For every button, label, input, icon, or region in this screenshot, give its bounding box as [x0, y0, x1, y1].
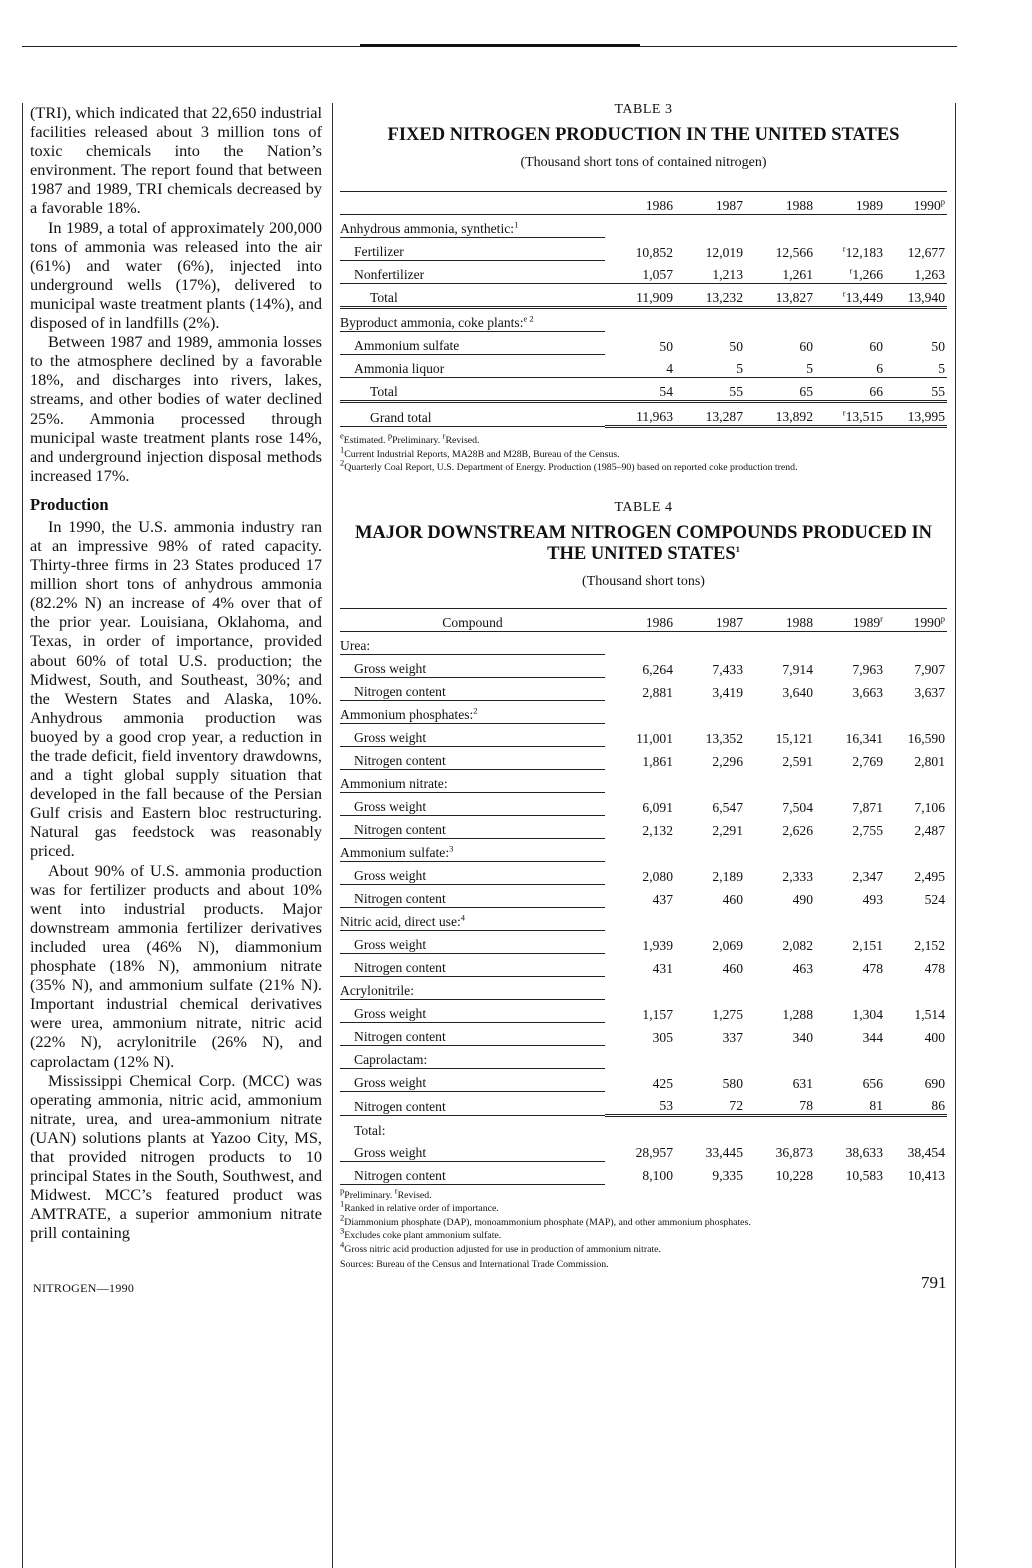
- table-cell: 1,057: [605, 261, 675, 284]
- row-label: Nitrogen content: [340, 885, 605, 908]
- table-header-cell: 1987: [675, 192, 745, 215]
- table-row: [340, 678, 947, 701]
- row-label: Nitrogen content: [340, 1092, 605, 1116]
- table-cell: 50: [729, 338, 743, 354]
- table-cell: 65: [745, 378, 815, 402]
- table-cell: 656: [862, 1075, 883, 1091]
- table-cell: 460: [722, 891, 743, 907]
- table-row: [340, 1115, 947, 1139]
- table-cell: 340: [792, 1029, 813, 1045]
- row-label: Total: [340, 284, 605, 308]
- table-cell: 7,106: [914, 799, 945, 815]
- footnote: $^4$Gross nitric acid production adjusted for use in production of ammonium nitrate.: [340, 1239, 661, 1255]
- table-row: [340, 1161, 947, 1184]
- table-cell: 6: [815, 355, 885, 378]
- table-cell: 431: [652, 960, 673, 976]
- table-cell: 15,121: [775, 730, 813, 746]
- table-cell: 1,157: [642, 1006, 673, 1022]
- table-cell: 11,909: [605, 284, 675, 308]
- table-row: [340, 402, 947, 427]
- table4-footnotes: [340, 1185, 947, 1272]
- table-header-cell: 1989: [815, 192, 885, 215]
- paragraph-fertilizer-share: About 90% of U.S. ammonia production was for fertilizer products and about 10% went into industrial products. Major downstream ammonia fertilizer derivatives included urea (46% N), diammonium phosphate (18% N), ammonium nitrate (35% N), and ammonium sulfate (21% N). Important industrial chemical derivatives were urea, ammonium nitrate, nitric acid (22% N), acrylonitrile (26% N), and caprolactam (12% N).: [30, 860, 322, 1071]
- table-cell: 4: [605, 355, 675, 378]
- middle-column-rule: [332, 103, 333, 1568]
- row-label: Nonfertilizer: [340, 261, 605, 284]
- table-cell: 490: [792, 891, 813, 907]
- table-row: [340, 1023, 947, 1046]
- table-cell: 66: [815, 378, 885, 402]
- table3-title: FIXED NITROGEN PRODUCTION IN THE UNITED STATES: [387, 125, 900, 145]
- table-cell: 580: [722, 1075, 743, 1091]
- table-cell: 7,914: [782, 661, 813, 677]
- table-cell: $^r$1,266: [815, 261, 885, 284]
- table-cell: 9,335: [712, 1168, 743, 1183]
- table-row: [340, 355, 947, 378]
- table-cell: 1,861: [642, 753, 673, 769]
- table-row: [340, 655, 947, 678]
- table-cell: 1,263: [885, 261, 947, 284]
- group-label: Nitric acid, direct use:$^4$: [340, 908, 605, 931]
- footnote: $^1$Current Industrial Reports, MA28B and M28B, Bureau of the Census.: [340, 444, 620, 460]
- table-cell: 54: [605, 378, 675, 402]
- table-cell: 13,827: [745, 284, 815, 308]
- table4-header-row: [340, 609, 947, 632]
- table-cell: 7,433: [712, 661, 743, 677]
- table-cell: 13,232: [675, 284, 745, 308]
- row-label: Nitrogen content: [340, 1023, 605, 1046]
- row-label: Fertilizer: [340, 238, 605, 261]
- table-cell: 2,495: [914, 868, 945, 884]
- table-cell: 2,080: [642, 868, 673, 884]
- table-cell: 2,333: [782, 868, 813, 884]
- table-row: [340, 261, 947, 284]
- table-cell: 478: [924, 960, 945, 976]
- table-row: [340, 931, 947, 954]
- table-row: [340, 747, 947, 770]
- table-row: [340, 1000, 947, 1023]
- running-footer: NITROGEN—1990: [33, 1281, 135, 1295]
- table-cell: 2,069: [712, 937, 743, 953]
- row-label: Ammonia liquor: [340, 355, 605, 378]
- footnote: $^2$Quarterly Coal Report, U.S. Department of Energy. Production (1985–90) based on reported coke production trend.: [340, 457, 798, 473]
- table-cell: 60: [799, 338, 813, 354]
- table-row: [340, 862, 947, 885]
- table-row: [340, 908, 947, 931]
- row-label: Gross weight: [340, 793, 605, 816]
- table-cell: 1,304: [852, 1006, 883, 1022]
- table-cell: 2,082: [782, 937, 813, 953]
- table-row: [340, 885, 947, 908]
- table-cell: 55: [675, 378, 745, 402]
- table-cell: 5: [885, 355, 947, 378]
- table-row: [340, 839, 947, 862]
- footnote-sources: Sources: Bureau of the Census and International Trade Commission.: [340, 1259, 609, 1270]
- table-row: [340, 215, 947, 238]
- footnote: $^p$Preliminary. $^r$Revised.: [340, 1185, 432, 1201]
- table-cell: 2,347: [852, 868, 883, 884]
- table-header-cell: [340, 192, 605, 215]
- table-cell: 2,151: [852, 937, 883, 953]
- row-label: Nitrogen content: [340, 747, 605, 770]
- footnote: $^2$Diammonium phosphate (DAP), monoammonium phosphate (MAP), and other ammonium phosphates.: [340, 1212, 751, 1228]
- table-cell: 28,957: [635, 1145, 673, 1160]
- table-cell: 13,352: [705, 730, 743, 746]
- table4-subtitle: (Thousand short tons): [582, 574, 705, 589]
- table-header-cell: 1987: [675, 609, 745, 632]
- table-cell: 33,445: [705, 1145, 743, 1160]
- row-label: Gross weight: [340, 724, 605, 747]
- table-cell: 6,264: [642, 661, 673, 677]
- table-cell: 11,001: [636, 730, 673, 746]
- paragraph-capacity: In 1990, the U.S. ammonia industry ran at an impressive 98% of rated capacity. Thirty-three firms in 23 States produced 17 million short tons of anhydrous ammonia (82.2% N) an increase of 4% over that of the prior year. Louisiana, Oklahoma, and Texas, in order of importance, provided about 60% of total U.S. production; the Midwest, South, and Southeast, 30%; and the Western States and Alaska, 10%. Anhydrous ammonia production was buoyed by a good crop year, a reduction in the trade deficit, field inventory drawdowns, and a tight global supply situation that developed in the fall because of the Persian Gulf crisis and Eastern bloc restructuring. Natural gas feedstock was reasonably priced.: [30, 516, 322, 861]
- table-header-cell: 1988: [745, 192, 815, 215]
- table-cell: 1,514: [914, 1006, 945, 1022]
- table-cell: 53: [605, 1092, 675, 1116]
- group-label: Urea:: [340, 632, 605, 655]
- table-cell: 3,663: [852, 684, 883, 700]
- table-cell: $^r$12,183: [842, 242, 883, 260]
- left-column-rule: [22, 103, 23, 1568]
- table3-subtitle: (Thousand short tons of contained nitrogen): [520, 155, 767, 170]
- group-label: Byproduct ammonia, coke plants:$^{e 2}$: [340, 308, 605, 332]
- table-header-cell: Compound: [340, 609, 605, 632]
- table-cell: 38,633: [845, 1145, 883, 1160]
- table4-title: MAJOR DOWNSTREAM NITROGEN COMPOUNDS PRODUCED IN THE UNITED STATES$^1$: [354, 523, 933, 564]
- group-label: Acrylonitrile:: [340, 977, 605, 1000]
- table-cell: 2,881: [642, 684, 673, 700]
- table-cell: 337: [722, 1029, 743, 1045]
- table-row: [340, 284, 947, 308]
- table-cell: 2,291: [712, 822, 743, 838]
- table-header-cell: 1990$^p$: [885, 192, 947, 215]
- row-label: Nitrogen content: [340, 816, 605, 839]
- table-row: [340, 701, 947, 724]
- row-label: Gross weight: [340, 931, 605, 954]
- table-cell: 36,873: [775, 1145, 813, 1160]
- table-cell: 1,939: [642, 937, 673, 953]
- group-label: Total:: [354, 1122, 386, 1138]
- table3-header-row: [340, 192, 947, 215]
- table-cell: 10,852: [635, 244, 673, 260]
- row-label: Gross weight: [340, 862, 605, 885]
- group-label: Ammonium nitrate:: [340, 770, 605, 793]
- group-label: Ammonium phosphates:$^2$: [340, 701, 605, 724]
- paragraph-losses: Between 1987 and 1989, ammonia losses to the atmosphere declined by a favorable 18%, and discharges into rivers, lakes, streams, and other bodies of water declined 25%. Ammonia processed through municipal waste treatment plants rose 14%, and underground injection disposal methods increased 17%.: [30, 332, 322, 485]
- table-row: [340, 977, 947, 1000]
- table-row: [340, 238, 947, 261]
- table-cell: 6,547: [712, 799, 743, 815]
- table3-caption: TABLE 3: [614, 102, 673, 117]
- table-cell: 13,940: [885, 284, 947, 308]
- table-row: [340, 770, 947, 793]
- table-header-cell: 1990$^p$: [885, 609, 947, 632]
- table-cell: 2,132: [642, 822, 673, 838]
- table-cell: 7,907: [914, 661, 945, 677]
- table-cell: 8,100: [642, 1168, 673, 1183]
- table-row: [340, 1046, 947, 1069]
- table-cell: 344: [862, 1029, 883, 1045]
- table-cell: 7,963: [852, 661, 883, 677]
- table-cell: 2,189: [712, 868, 743, 884]
- table-cell: 305: [652, 1029, 673, 1045]
- row-label: Gross weight: [340, 655, 605, 678]
- group-label: Anhydrous ammonia, synthetic:$^1$: [340, 215, 605, 238]
- row-label: Gross weight: [340, 1000, 605, 1023]
- group-label: Ammonium sulfate:$^3$: [340, 839, 605, 862]
- table-cell: 86: [885, 1092, 947, 1116]
- row-label: Nitrogen content: [340, 954, 605, 977]
- table-cell: 631: [792, 1075, 813, 1091]
- table-cell: 7,504: [782, 799, 813, 815]
- table-cell: 478: [862, 960, 883, 976]
- table-cell: 1,213: [675, 261, 745, 284]
- table-row: [340, 954, 947, 977]
- table-cell: 16,341: [845, 730, 883, 746]
- table-cell: 2,626: [782, 822, 813, 838]
- table-cell: 38,454: [907, 1145, 945, 1160]
- table-cell: 1,275: [712, 1006, 743, 1022]
- table-cell: 12,566: [775, 244, 813, 260]
- table-cell: 12,019: [705, 244, 743, 260]
- table-cell: 2,487: [914, 822, 945, 838]
- footnote: $^1$Ranked in relative order of importance.: [340, 1198, 499, 1214]
- table-cell: 10,228: [775, 1168, 813, 1183]
- table-cell: 50: [659, 338, 673, 354]
- row-label: Gross weight: [340, 1139, 605, 1162]
- section-heading-production: Production: [30, 494, 109, 514]
- page-number: 791: [921, 1273, 947, 1292]
- table-cell: 78: [745, 1092, 815, 1116]
- table-cell: $^r$13,449: [815, 284, 885, 308]
- table-cell: 12,677: [907, 244, 945, 260]
- table-cell: 11,963: [605, 402, 675, 427]
- table4-block: [340, 500, 947, 1272]
- table-row: [340, 793, 947, 816]
- table-cell: 3,419: [712, 684, 743, 700]
- row-label: Gross weight: [340, 1069, 605, 1092]
- table-cell: 3,637: [914, 684, 945, 700]
- table-cell: 10,583: [845, 1168, 883, 1183]
- table-cell: 690: [924, 1075, 945, 1091]
- table-cell: 81: [815, 1092, 885, 1116]
- table-cell: 463: [792, 960, 813, 976]
- row-label: Total: [340, 378, 605, 402]
- row-label: Nitrogen content: [340, 1161, 605, 1184]
- table4-caption: TABLE 4: [614, 500, 673, 515]
- table3-block: [340, 102, 947, 475]
- footnote: $^e$Estimated. $^p$Preliminary. $^r$Revised.: [340, 430, 480, 446]
- table-cell: 13,287: [675, 402, 745, 427]
- table-row: [340, 1092, 947, 1116]
- table-cell: 400: [924, 1029, 945, 1045]
- table-cell: 60: [869, 338, 883, 354]
- paragraph-tri: (TRI), which indicated that 22,650 industrial facilities released about 3 million tons of toxic chemicals into the Nation’s environment. The report found that between 1987 and 1989, TRI chemicals decreased by a favorable 18%.: [30, 103, 322, 218]
- row-label: Grand total: [340, 402, 605, 427]
- footnote: $^3$Excludes coke plant ammonium sulfate.: [340, 1225, 502, 1241]
- table-cell: 493: [862, 891, 883, 907]
- table-header-cell: 1989$^r$: [815, 609, 885, 632]
- table3-footnotes: [340, 430, 947, 475]
- table-cell: 2,769: [852, 753, 883, 769]
- table-row: [340, 724, 947, 747]
- table-header-cell: 1988: [745, 609, 815, 632]
- table-cell: 13,892: [745, 402, 815, 427]
- paragraph-mcc: Mississippi Chemical Corp. (MCC) was operating ammonia, nitric acid, ammonium nitrate, urea, and urea-ammonium nitrate (UAN) solutions plants at Yazoo City, MS, that provided nitrogen products to 10 principal States in the South, Southwest, and Midwest. MCC’s featured product was AMTRATE, a superior ammonium nitrate prill containing: [30, 1070, 322, 1243]
- group-label: Caprolactam:: [340, 1046, 605, 1069]
- table-cell: 13,995: [885, 402, 947, 427]
- table-header-cell: 1986: [605, 609, 675, 632]
- table-cell: 524: [924, 891, 945, 907]
- table-cell: 2,801: [914, 753, 945, 769]
- table-cell: 1,288: [782, 1006, 813, 1022]
- right-column-rule: [955, 103, 956, 1568]
- top-rule-accent: [360, 44, 640, 47]
- table-row: [340, 332, 947, 355]
- table-header-cell: 1986: [605, 192, 675, 215]
- table-cell: 2,152: [914, 937, 945, 953]
- table-cell: 437: [652, 891, 673, 907]
- table-row: [340, 378, 947, 402]
- table-cell: 425: [652, 1075, 673, 1091]
- table-cell: 6,091: [642, 799, 673, 815]
- table-cell: 2,591: [782, 753, 813, 769]
- table-cell: 10,413: [907, 1168, 945, 1183]
- table-cell: 2,755: [852, 822, 883, 838]
- row-label: Ammonium sulfate: [340, 332, 605, 355]
- table-cell: 1,261: [745, 261, 815, 284]
- table3: [340, 191, 947, 428]
- table-row: [340, 1069, 947, 1092]
- left-text-column: [30, 103, 322, 1242]
- paragraph-1989-releases: In 1989, a total of approximately 200,000 tons of ammonia was released into the air (61%) and water (6%), injected into underground wells (17%), delivered to municipal waste treatment plants (14%), and disposed of in landfills (2%).: [30, 217, 322, 333]
- table-row: [340, 816, 947, 839]
- table-cell: 16,590: [907, 730, 945, 746]
- table-cell: 460: [722, 960, 743, 976]
- table-row: [340, 308, 947, 332]
- table-cell: 2,296: [712, 753, 743, 769]
- table-row: [340, 632, 947, 655]
- table-cell: 55: [885, 378, 947, 402]
- table4: [340, 608, 947, 1185]
- table-cell: 5: [745, 355, 815, 378]
- table-cell: 50: [931, 338, 945, 354]
- table-cell: 3,640: [782, 684, 813, 700]
- row-label: Nitrogen content: [340, 678, 605, 701]
- table-row: [340, 1139, 947, 1162]
- table-cell: 72: [675, 1092, 745, 1116]
- table-cell: 7,871: [852, 799, 883, 815]
- table-cell: 5: [675, 355, 745, 378]
- table-cell: $^r$13,515: [815, 402, 885, 427]
